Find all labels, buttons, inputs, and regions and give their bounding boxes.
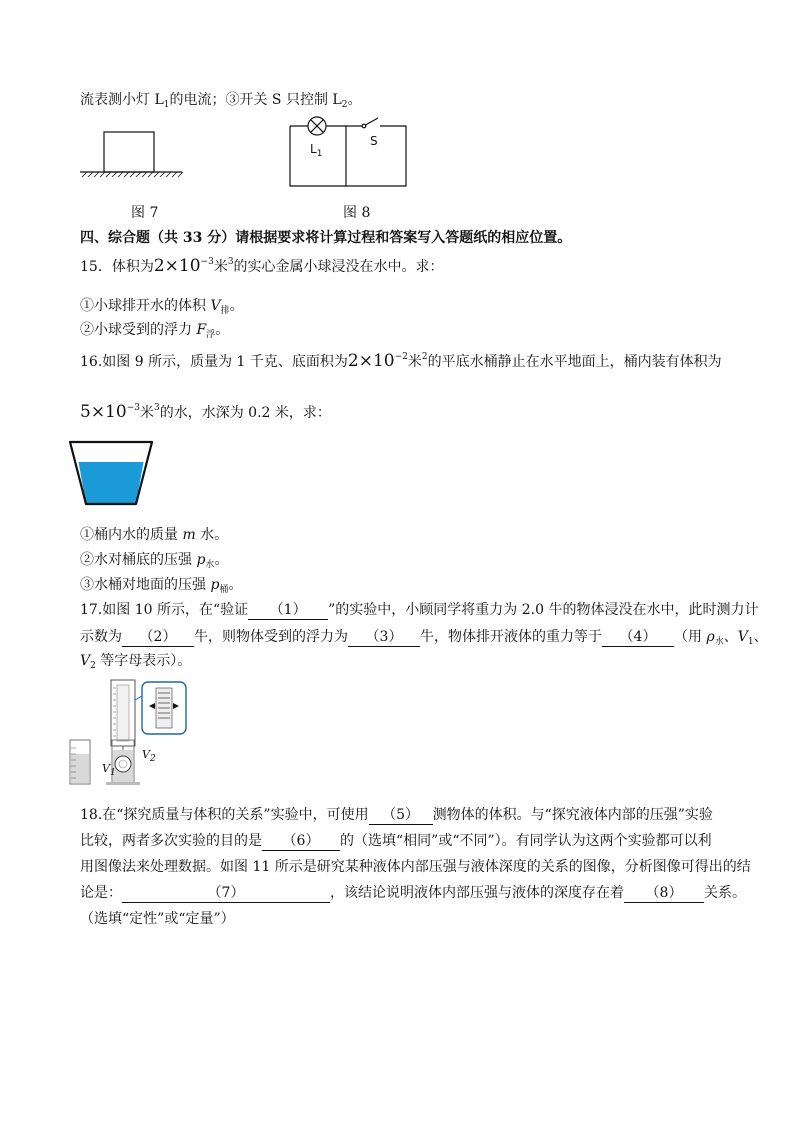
answer-blank-5[interactable]: （5） xyxy=(369,806,433,825)
q16-item-1: ①桶内水的质量 m 水。 xyxy=(80,527,229,543)
q18-line-3: 用图像法来处理数据。如图 11 所示是研究某种液体内部压强与液体深度的关系的图像，分析图像可得出的结 xyxy=(80,859,751,875)
figure-8-circuit xyxy=(286,116,416,191)
q18-line-2: 比较，两者多次实验的目的是 （6） 的（选填“相同”或“不同”）。有同学认为这两个实验都可以利 xyxy=(80,833,712,849)
figure-10-v1-label: $V_1$ xyxy=(102,762,116,778)
q15-item-2: ②小球受到的浮力 $F_浮$。 xyxy=(80,322,230,340)
figure-9-bucket xyxy=(66,438,156,510)
q17-line-1: 17.如图 10 所示，在“验证 （1） ”的实验中，小顾同学将重力为 2.0 牛的物体浸没在水中，此时测力计 xyxy=(80,602,759,618)
figure-8-caption: 图 8 xyxy=(343,205,371,221)
figure-8-label-l1: $L_1$ xyxy=(310,142,323,159)
figure-7-caption: 图 7 xyxy=(131,205,159,221)
figure-10-v2-label: $V_2$ xyxy=(142,748,156,764)
answer-blank-4[interactable]: （4） xyxy=(602,628,674,647)
answer-blank-3[interactable]: （3） xyxy=(348,628,420,647)
q16-item-3: ③水桶对地面的压强 $p_桶$。 xyxy=(80,577,243,595)
q15-stem: 15．体积为$2\times 10^{-3}$米$^3$的实心金属小球浸没在水中。求： xyxy=(80,256,444,276)
figure-10-apparatus xyxy=(66,678,216,788)
q18-line-5: （选填“定性”或“定量”） xyxy=(80,911,235,927)
figure-7-block xyxy=(78,128,198,188)
q16-item-2: ②水对桶底的压强 $p_水$。 xyxy=(80,552,229,570)
q18-line-1: 18.在“探究质量与体积的关系”实验中，可使用 （5） 测物体的体积。与“探究液体内部的压强”实验 xyxy=(80,807,713,823)
q17-line-3: $V_2$ 等字母表示）。 xyxy=(80,653,192,671)
q17-line-2: 示数为 （2） 牛，则物体受到的浮力为 （3） 牛，物体排开液体的重力等于 （4） （用 $\rho_水$、$V_1$、 xyxy=(80,629,768,647)
answer-blank-7[interactable]: （7） xyxy=(122,884,330,903)
figure-8-label-s: S xyxy=(370,134,378,148)
top-line: 流表测小灯 $L_1$的电流；③开关 S 只控制 $L_2$。 xyxy=(80,92,362,110)
q16-stem-line-1: 16.如图 9 所示，质量为 1 千克、底面积为$2\times 10^{-2}$米$^2$的平底水桶静止在水平地面上，桶内装有体积为 xyxy=(80,351,722,371)
q16-stem-line-2: $5\times 10^{-3}$米$^3$的水，水深为 0.2 米，求： xyxy=(80,402,331,422)
answer-blank-8[interactable]: （8） xyxy=(624,884,704,903)
section-heading: 四、综合题（共 33 分）请根据要求将计算过程和答案写入答题纸的相应位置。 xyxy=(80,230,572,246)
q18-line-4: 论是： （7） ，该结论说明液体内部压强与液体的深度存在着 （8） 关系。 xyxy=(80,885,746,901)
answer-blank-2[interactable]: （2） xyxy=(122,628,194,647)
answer-blank-6[interactable]: （6） xyxy=(262,832,340,851)
q15-item-1: ①小球排开水的体积 $V_排$。 xyxy=(80,298,244,316)
answer-blank-1[interactable]: （1） xyxy=(248,601,328,620)
